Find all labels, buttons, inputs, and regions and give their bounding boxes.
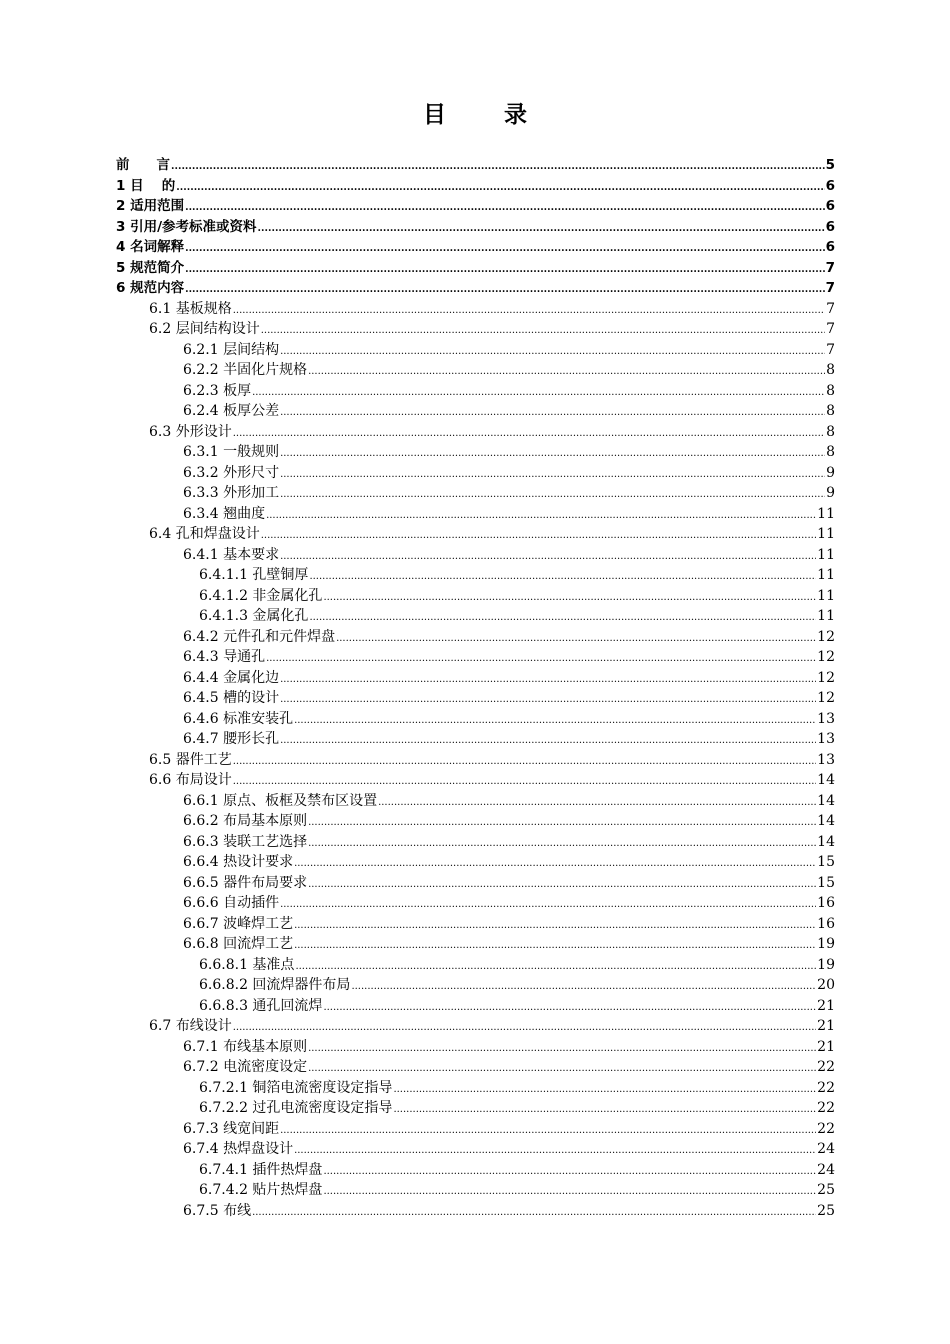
toc-entry[interactable] [116,196,835,217]
toc-entry-label: 6.7.2 电流密度设定 [183,1059,308,1075]
toc-dot-leader [308,362,825,383]
toc-entry-label: 6.6.8.2 回流焊器件布局 [199,977,351,993]
toc-entry-label: 6.1 基板规格 [149,300,232,317]
toc-dot-leader [308,1059,816,1080]
toc-entry-page-number: 8 [826,444,835,460]
toc-dot-leader [309,608,816,629]
toc-entry-page-number: 15 [817,874,835,891]
toc-entry-page-number: 15 [817,854,835,870]
toc-entry-page-number: 7 [826,300,835,317]
toc-entry-label: 6.4.7 腰形长孔 [183,731,280,747]
toc-entry-label: 6.6 布局设计 [149,772,232,788]
toc-entry-page-number: 22 [817,1059,835,1075]
toc-entry-label: 6.2.1 层间结构 [183,341,280,358]
toc-entry-page-number: 12 [817,669,835,686]
toc-entry-label: 6.5 器件工艺 [149,751,232,768]
toc-dot-leader [336,629,816,650]
toc-dot-leader [233,424,825,445]
toc-entry-label: 6.2 层间结构设计 [149,321,260,337]
toc-entry-page-number: 21 [817,1038,835,1055]
toc-entry-label: 3 引用/参考标准或资料 [116,218,257,235]
toc-entry-label: 6.2.4 板厚公差 [183,403,280,419]
toc-entry-label: 6.6.8.3 通孔回流焊 [199,997,323,1014]
toc-entry-label: 6.4.1.1 孔壁铜厚 [199,567,309,583]
toc-entry-label: 6.7.2.1 铜箔电流密度设定指导 [199,1079,393,1096]
toc-entry-page-number: 24 [817,1161,835,1178]
toc-dot-leader [308,813,816,834]
toc-entry-label: 6.7.2.2 过孔电流密度设定指导 [199,1100,393,1116]
toc-entry[interactable] [116,360,835,381]
toc-dot-leader [309,567,816,588]
toc-entry-label: 6.3.2 外形尺寸 [183,464,280,481]
toc-entry-label: 5 规范简介 [116,259,185,276]
toc-entry-page-number: 8 [826,382,835,399]
toc-entry-page-number: 12 [817,649,835,665]
toc-dot-leader [280,465,825,486]
toc-entry-label: 6.7.5 布线 [183,1202,252,1219]
toc-entry[interactable] [116,1160,835,1181]
toc-entry-page-number: 7 [825,280,835,296]
toc-entry-page-number: 11 [817,526,835,542]
toc-dot-leader [323,1162,816,1183]
toc-dot-leader [280,731,816,752]
toc-dot-leader [294,936,816,957]
toc-entry[interactable] [116,463,835,484]
toc-entry-page-number: 22 [817,1100,835,1116]
toc-entry-label: 6.4.3 导通孔 [183,649,266,665]
toc-entry-page-number: 11 [817,546,835,563]
toc-entry-label: 6.4.6 标准安装孔 [183,710,294,727]
toc-dot-leader [233,772,816,793]
toc-dot-leader [176,178,824,199]
page-title [0,96,950,129]
toc-entry-page-number: 7 [826,341,835,358]
toc-entry-page-number: 14 [817,772,835,788]
toc-entry[interactable] [116,647,835,668]
toc-dot-leader [233,301,825,322]
toc-entry-label: 6.7 布线设计 [149,1018,232,1034]
toc-entry-page-number: 22 [817,1120,835,1137]
toc-entry[interactable] [116,381,835,402]
toc-dot-leader [185,280,825,301]
toc-entry-label: 6.4.1 基本要求 [183,546,280,563]
toc-dot-leader [323,588,816,609]
toc-dot-leader [295,957,816,978]
toc-entry-label: 2 适用范围 [116,198,185,214]
toc-dot-leader [233,1018,816,1039]
toc-dot-leader [261,526,816,547]
toc-dot-leader [280,485,825,506]
toc-dot-leader [280,444,825,465]
toc-dot-leader [252,383,825,404]
toc-entry-page-number: 11 [817,608,835,624]
toc-dot-leader [233,752,816,773]
toc-entry-page-number: 19 [817,936,835,952]
toc-entry[interactable] [116,155,835,176]
toc-entry[interactable] [116,811,835,832]
toc-entry[interactable] [116,1016,835,1037]
title-char-2: 录 [504,102,527,128]
title-char-1: 目 [423,102,446,128]
toc-entry-label: 前 言 [116,157,170,173]
toc-dot-leader [294,916,816,937]
toc-entry-page-number: 14 [817,813,835,829]
toc-entry-label: 6.4.1.2 非金属化孔 [199,587,323,604]
toc-dot-leader [280,342,825,363]
toc-dot-leader [308,834,816,855]
toc-dot-leader [185,239,825,260]
toc-dot-leader [323,1182,816,1203]
toc-entry[interactable] [116,1057,835,1078]
toc-dot-leader [378,793,816,814]
toc-entry[interactable] [116,934,835,955]
toc-entry-label: 6.6.3 装联工艺选择 [183,833,308,850]
toc-entry[interactable] [116,442,835,463]
toc-dot-leader [280,403,825,424]
toc-dot-leader [185,198,825,219]
toc-entry[interactable] [116,873,835,894]
toc-entry-page-number: 12 [817,628,835,645]
toc-entry[interactable] [116,299,835,320]
toc-entry[interactable] [116,340,835,361]
toc-entry-page-number: 6 [825,198,835,214]
toc-entry-page-number: 19 [817,956,835,973]
toc-entry-page-number: 20 [817,977,835,993]
toc-entry[interactable] [116,832,835,853]
toc-entry-page-number: 6 [825,177,835,194]
toc-dot-leader [323,998,816,1019]
toc-entry[interactable] [116,237,835,258]
toc-entry[interactable] [116,729,835,750]
toc-entry-label: 6 规范内容 [116,280,185,296]
toc-entry[interactable] [116,606,835,627]
toc-dot-leader [252,1203,816,1224]
toc-entry-label: 4 名词解释 [116,239,185,255]
toc-dot-leader [280,1121,816,1142]
toc-dot-leader [280,670,816,691]
toc-dot-leader [258,219,825,240]
toc-entry[interactable] [116,955,835,976]
toc-entry-label: 6.7.4.2 贴片热焊盘 [199,1182,323,1198]
toc-entry-label: 6.4 孔和焊盘设计 [149,526,260,542]
toc-entry-label: 1 目 的 [116,177,176,194]
toc-entry[interactable] [116,1037,835,1058]
toc-entry-label: 6.4.5 槽的设计 [183,690,280,706]
toc-dot-leader [308,1039,816,1060]
toc-entry-page-number: 9 [826,485,835,501]
toc-entry-page-number: 7 [825,259,835,276]
toc-entry-page-number: 9 [826,464,835,481]
table-of-contents [116,155,835,1221]
toc-dot-leader [308,875,816,896]
toc-entry-label: 6.4.2 元件孔和元件焊盘 [183,628,336,645]
toc-dot-leader [185,260,825,281]
toc-dot-leader [261,321,825,342]
toc-entry-label: 6.6.2 布局基本原则 [183,813,308,829]
toc-entry[interactable] [116,401,835,422]
toc-entry-page-number: 8 [826,403,835,419]
toc-dot-leader [294,1141,816,1162]
toc-entry[interactable] [116,893,835,914]
toc-entry[interactable] [116,1078,835,1099]
toc-dot-leader [351,977,816,998]
toc-entry[interactable] [116,688,835,709]
toc-entry[interactable] [116,258,835,279]
toc-dot-leader [266,649,816,670]
toc-dot-leader [266,506,816,527]
toc-entry[interactable] [116,770,835,791]
toc-entry[interactable] [116,1139,835,1160]
toc-entry[interactable] [116,319,835,340]
toc-entry-label: 6.7.1 布线基本原则 [183,1038,308,1055]
toc-entry[interactable] [116,586,835,607]
toc-entry-label: 6.3 外形设计 [149,423,232,440]
toc-entry-label: 6.6.4 热设计要求 [183,854,294,870]
toc-entry-page-number: 13 [817,710,835,727]
toc-entry-page-number: 8 [826,362,835,378]
toc-entry-page-number: 22 [817,1079,835,1096]
toc-entry-label: 6.4.4 金属化边 [183,669,280,686]
toc-entry[interactable] [116,176,835,197]
toc-entry-page-number: 8 [826,423,835,440]
toc-entry[interactable] [116,852,835,873]
toc-entry-page-number: 5 [825,157,835,173]
toc-entry-label: 6.6.1 原点、板框及禁布区设置 [183,792,378,809]
toc-entry-label: 6.3.3 外形加工 [183,485,280,501]
toc-entry-page-number: 11 [817,587,835,604]
toc-entry-page-number: 21 [817,997,835,1014]
toc-entry[interactable] [116,545,835,566]
toc-entry[interactable] [116,483,835,504]
toc-entry[interactable] [116,1180,835,1201]
toc-entry-page-number: 14 [817,833,835,850]
toc-entry-label: 6.3.1 一般规则 [183,444,280,460]
toc-dot-leader [280,690,816,711]
toc-dot-leader [393,1100,816,1121]
toc-entry[interactable] [116,627,835,648]
toc-dot-leader [171,157,825,178]
toc-entry-label: 6.6.7 波峰焊工艺 [183,915,294,932]
toc-entry[interactable] [116,1098,835,1119]
toc-entry-label: 6.6.5 器件布局要求 [183,874,308,891]
toc-entry[interactable] [116,709,835,730]
toc-entry[interactable] [116,504,835,525]
toc-entry[interactable] [116,975,835,996]
toc-entry[interactable] [116,1119,835,1140]
toc-entry-label: 6.7.4.1 插件热焊盘 [199,1161,323,1178]
toc-entry-label: 6.7.4 热焊盘设计 [183,1141,294,1157]
toc-entry-label: 6.4.1.3 金属化孔 [199,608,309,624]
toc-entry[interactable] [116,996,835,1017]
toc-entry[interactable] [116,278,835,299]
toc-entry-page-number: 16 [817,895,835,911]
toc-dot-leader [294,854,816,875]
toc-entry-page-number: 6 [825,239,835,255]
toc-entry[interactable] [116,750,835,771]
toc-entry-page-number: 7 [826,321,835,337]
toc-entry[interactable] [116,791,835,812]
toc-entry-label: 6.6.6 自动插件 [183,895,280,911]
toc-entry-page-number: 24 [817,1141,835,1157]
toc-entry-page-number: 16 [817,915,835,932]
toc-entry-label: 6.7.3 线宽间距 [183,1120,280,1137]
toc-entry-page-number: 21 [817,1018,835,1034]
toc-entry-page-number: 13 [817,731,835,747]
toc-entry-page-number: 14 [817,792,835,809]
toc-dot-leader [393,1080,816,1101]
toc-entry[interactable] [116,524,835,545]
toc-entry[interactable] [116,217,835,238]
toc-entry-label: 6.3.4 翘曲度 [183,505,266,522]
toc-entry-label: 6.6.8 回流焊工艺 [183,936,294,952]
toc-entry-page-number: 25 [817,1202,835,1219]
toc-entry[interactable] [116,422,835,443]
toc-entry-label: 6.2.3 板厚 [183,382,252,399]
toc-entry[interactable] [116,565,835,586]
toc-entry-page-number: 11 [817,567,835,583]
toc-entry[interactable] [116,914,835,935]
toc-entry-page-number: 13 [817,751,835,768]
toc-entry[interactable] [116,1201,835,1222]
toc-entry-label: 6.2.2 半固化片规格 [183,362,308,378]
toc-dot-leader [280,547,816,568]
toc-entry[interactable] [116,668,835,689]
toc-entry-label: 6.6.8.1 基准点 [199,956,295,973]
toc-entry-page-number: 6 [825,218,835,235]
toc-dot-leader [280,895,816,916]
toc-entry-page-number: 11 [817,505,835,522]
toc-dot-leader [294,711,816,732]
toc-entry-page-number: 12 [817,690,835,706]
toc-entry-page-number: 25 [817,1182,835,1198]
